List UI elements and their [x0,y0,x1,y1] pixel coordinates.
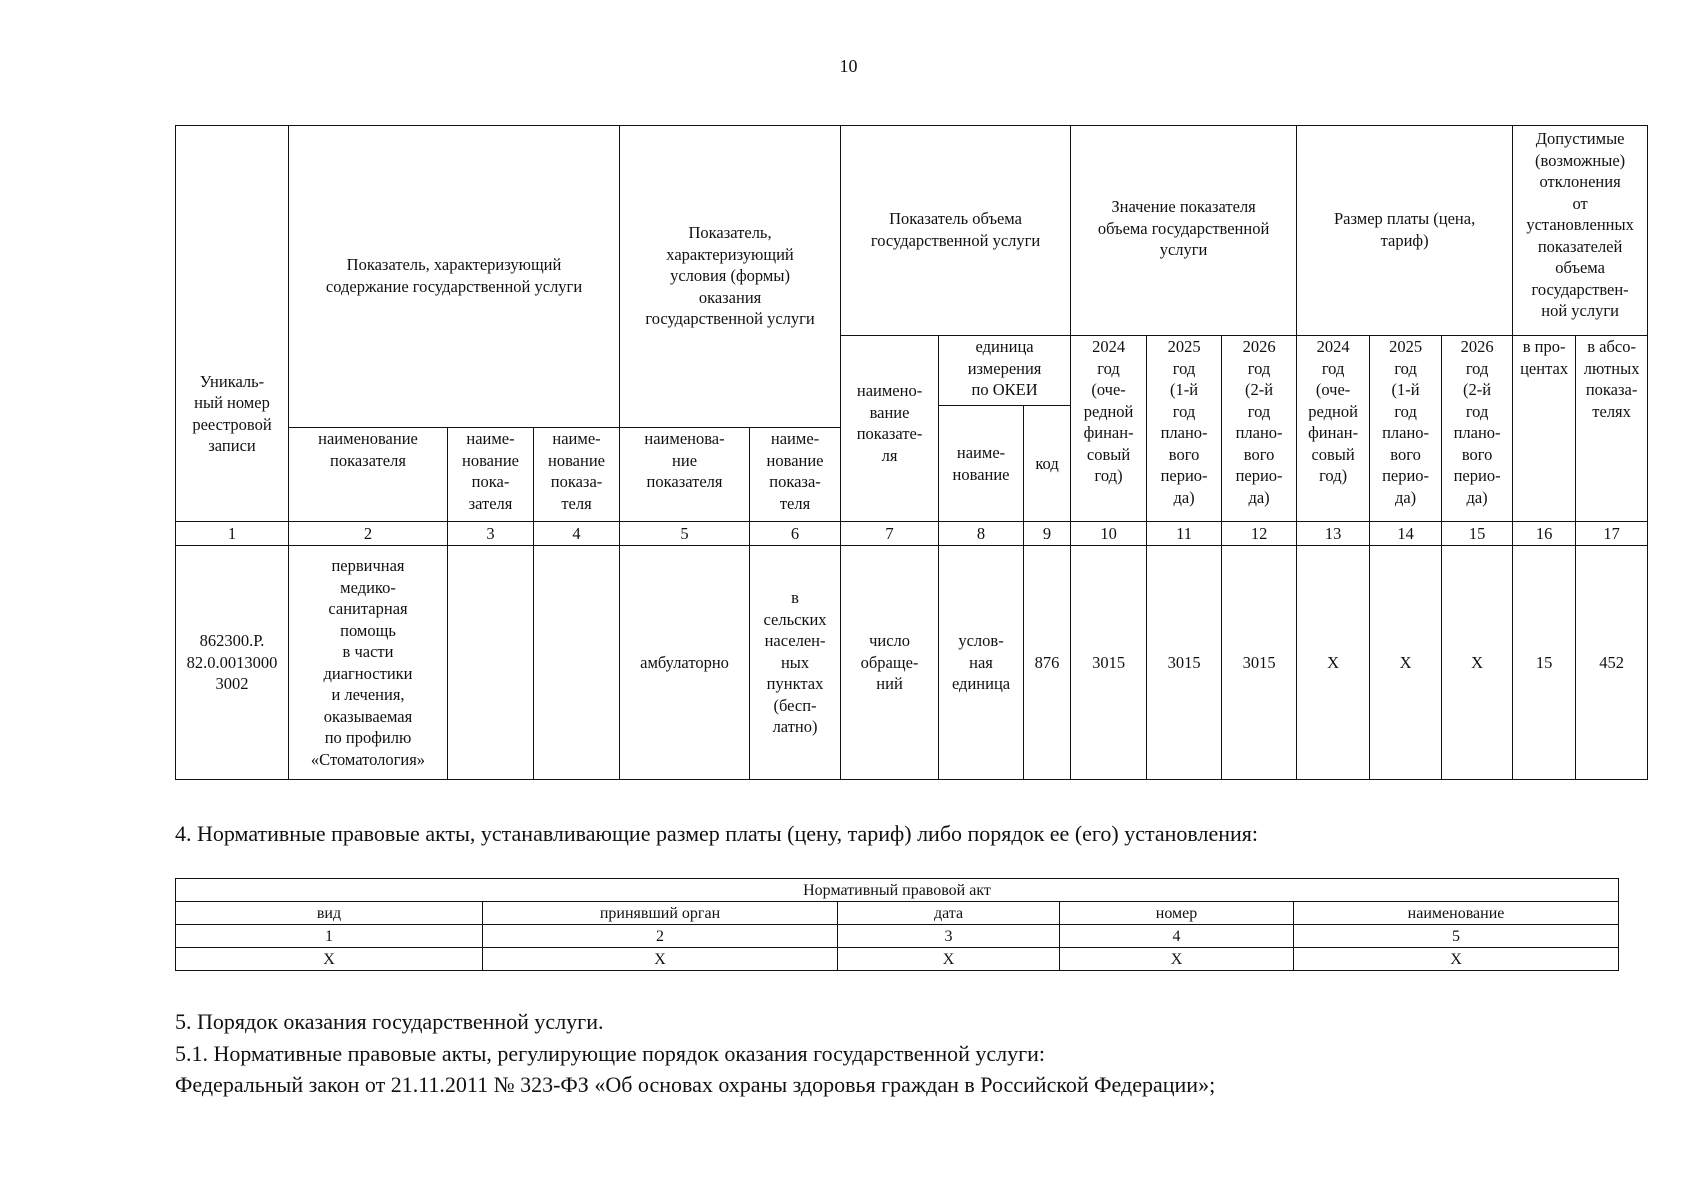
col-number: 16 [1513,522,1576,546]
header-volume-name: наимено- вание показате- ля [841,336,939,522]
acts-value: Х [1060,948,1294,971]
col-number: 11 [1147,522,1222,546]
header-okei-code: код [1024,406,1071,522]
acts-col-date: дата [838,902,1060,925]
header-cond-name-2: наиме- нование показа- теля [750,428,841,522]
header-content-indicator: Показатель, характеризующий содержание государственной услуги [289,126,620,428]
cell-deviation-absolute: 452 [1576,546,1648,780]
header-deviation-absolute: в абсо- лютных показа- телях [1576,336,1648,522]
col-number: 2 [289,522,448,546]
col-number: 14 [1370,522,1442,546]
acts-col-number: номер [1060,902,1294,925]
acts-num: 1 [176,925,483,948]
col-number: 12 [1222,522,1297,546]
header-okei-unit: единица измерения по ОКЕИ [939,336,1071,406]
header-pay-2026: 2026 год (2-й год плано- вого перио- да) [1442,336,1513,522]
acts-value: Х [483,948,838,971]
header-content-name-2: наиме- нование пока- зателя [448,428,534,522]
col-number: 9 [1024,522,1071,546]
cell-pay-2026: Х [1442,546,1513,780]
header-volume-value: Значение показателя объема государственной услуги [1071,126,1297,336]
header-content-name-1: наименование показателя [289,428,448,522]
header-pay-2024: 2024 год (оче- редной финан- совый год) [1297,336,1370,522]
col-number: 15 [1442,522,1513,546]
section-4-title: 4. Нормативные правовые акты, устанавливающие размер платы (цену, тариф) либо порядок ее (его) установления: [175,821,1259,846]
cell-unit-name: услов- ная единица [939,546,1024,780]
col-number: 5 [620,522,750,546]
cell-unit-code: 876 [1024,546,1071,780]
cell-content-2 [448,546,534,780]
col-number: 17 [1576,522,1648,546]
header-content-name-3: наиме- нование показа- теля [534,428,620,522]
header-year-2026: 2026 год (2-й год плано- вого перио- да) [1222,336,1297,522]
acts-num: 3 [838,925,1060,948]
header-payment-size: Размер платы (цена, тариф) [1297,126,1513,336]
header-cond-name-1: наименова- ние показателя [620,428,750,522]
legal-acts-table [175,878,1619,971]
col-number: 13 [1297,522,1370,546]
header-deviations: Допустимые (возможные) отклонения от установленных показателей объема государствен- ной услуги [1513,126,1648,336]
acts-num: 4 [1060,925,1294,948]
header-okei-name: наиме- нование [939,406,1024,522]
col-number: 1 [176,522,289,546]
col-number: 4 [534,522,620,546]
section-5 [175,1006,1215,1101]
cell-pay-2025: Х [1370,546,1442,780]
col-number: 3 [448,522,534,546]
section-5-title: 5. Порядок оказания государственной услуги. [175,1009,604,1034]
cell-value-2024: 3015 [1071,546,1147,780]
cell-condition-1: амбулаторно [620,546,750,780]
col-number: 10 [1071,522,1147,546]
acts-col-name: наименование [1294,902,1619,925]
federal-law-reference: Федеральный закон от 21.11.2011 № 323-ФЗ «Об основах охраны здоровья граждан в Российской Федерации»; [175,1072,1216,1097]
acts-col-authority: принявший орган [483,902,838,925]
acts-value: Х [1294,948,1619,971]
table-row [176,948,1619,971]
header-volume-indicator: Показатель объема государственной услуги [841,126,1071,336]
cell-content-1: первичная медико- санитарная помощь в части диагностики и лечения, оказываемая по профилю «Стоматология» [289,546,448,780]
cell-condition-2: в сельских населен- ных пунктах (бесп- латно) [750,546,841,780]
col-number: 6 [750,522,841,546]
acts-col-type: вид [176,902,483,925]
cell-registry-number: 862300.Р. 82.0.0013000 3002 [176,546,289,780]
header-pay-2025: 2025 год (1-й год плано- вого перио- да) [1370,336,1442,522]
header-unique-number: Уникаль- ный номер реестровой записи [176,126,289,522]
acts-num: 5 [1294,925,1619,948]
page-number: 10 [839,56,858,76]
cell-deviation-percent: 15 [1513,546,1576,780]
header-year-2024: 2024 год (оче- редной финан- совый год) [1071,336,1147,522]
header-year-2025: 2025 год (1-й год плано- вого перио- да) [1147,336,1222,522]
table-row [176,546,1648,780]
cell-value-2026: 3015 [1222,546,1297,780]
section-5-1-subtitle: 5.1. Нормативные правовые акты, регулирующие порядок оказания государственной услуги: [175,1040,1046,1066]
col-number: 8 [939,522,1024,546]
acts-num: 2 [483,925,838,948]
acts-table-header: Нормативный правовой акт [176,879,1619,902]
acts-value: Х [176,948,483,971]
cell-content-3 [534,546,620,780]
cell-volume-name: число обраще- ний [841,546,939,780]
col-number: 7 [841,522,939,546]
state-service-volume-table [175,125,1648,780]
header-deviation-percent: в про- центах [1513,336,1576,522]
cell-pay-2024: Х [1297,546,1370,780]
header-conditions-indicator: Показатель, характеризующий условия (формы) оказания государственной услуги [620,126,841,428]
acts-value: Х [838,948,1060,971]
cell-value-2025: 3015 [1147,546,1222,780]
